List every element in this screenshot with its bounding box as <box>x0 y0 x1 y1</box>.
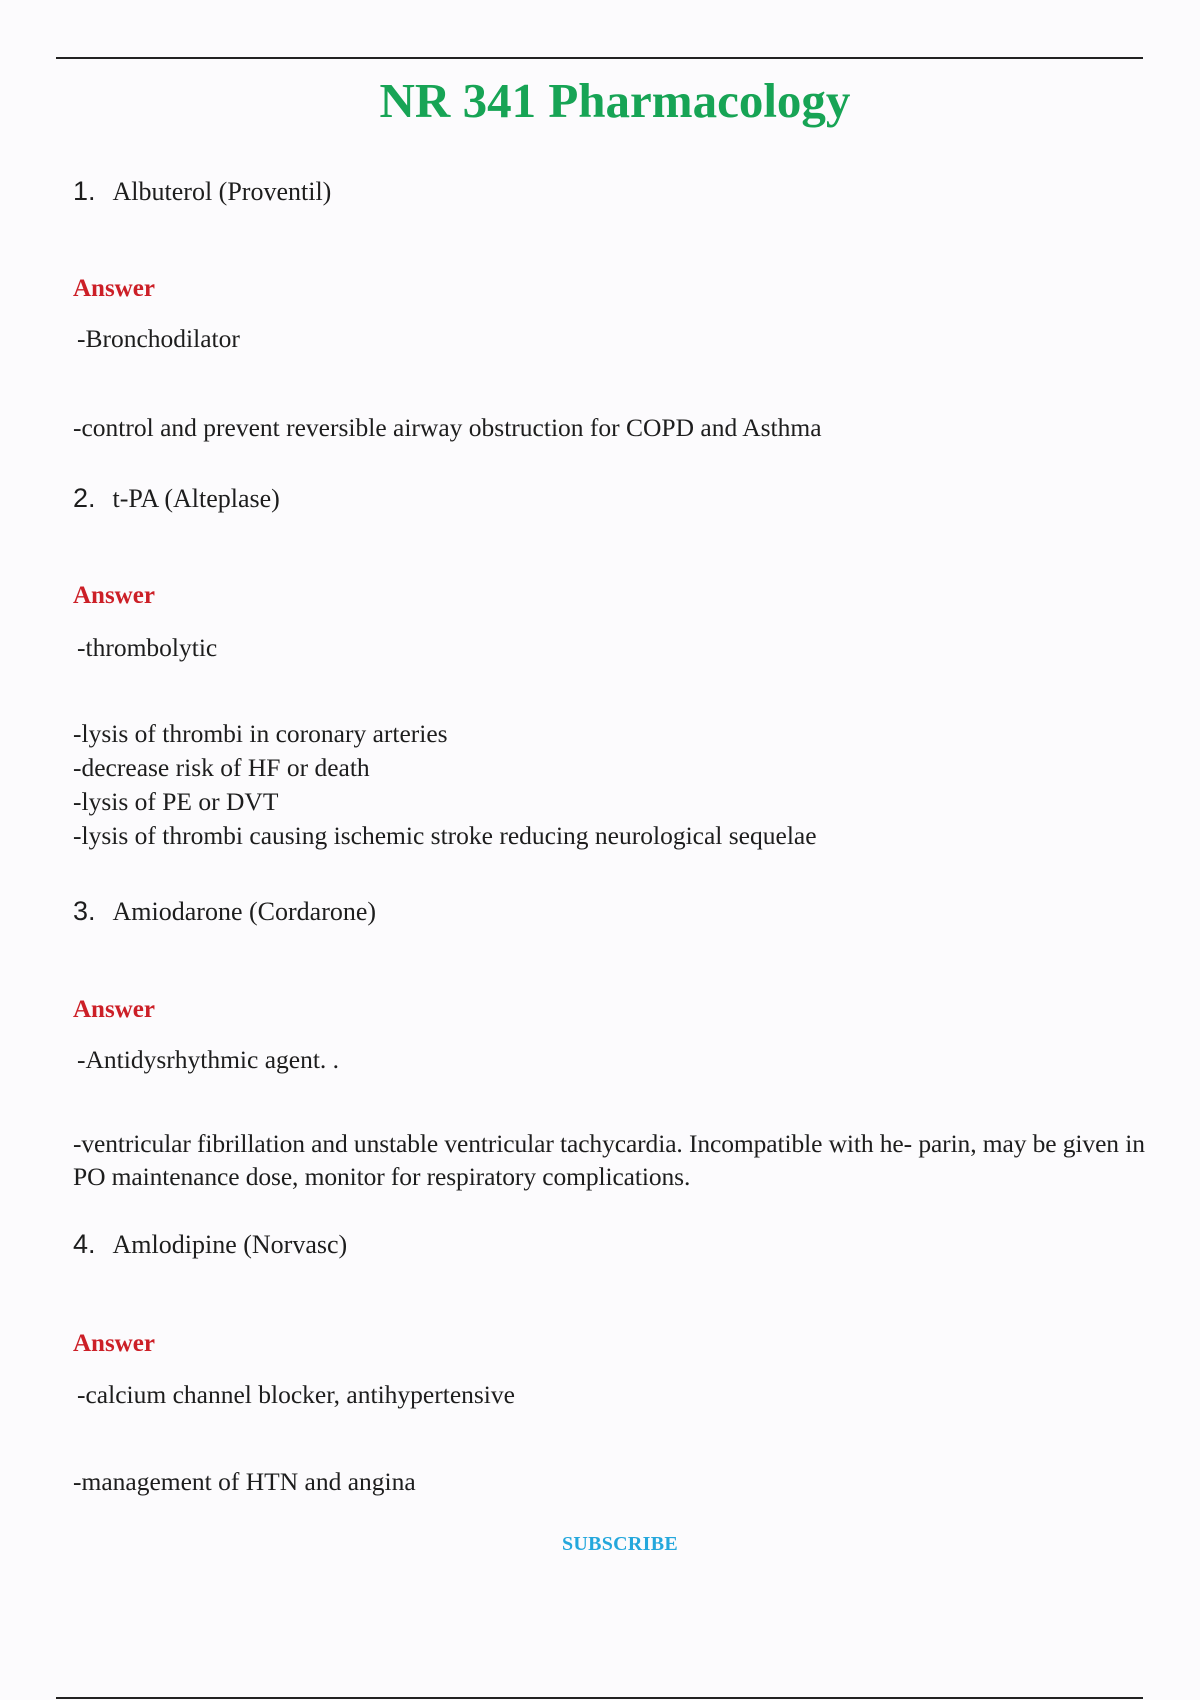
answer-uses-line: -decrease risk of HF or death <box>73 753 370 782</box>
answer-uses-line: -lysis of thrombi in coronary arteries <box>73 719 448 748</box>
bottom-rule <box>56 1697 1143 1699</box>
question-number: 1. <box>73 176 96 206</box>
question-number: 4. <box>73 1229 96 1259</box>
subscribe-link[interactable]: SUBSCRIBE <box>561 1533 679 1555</box>
answer-uses-line: -lysis of thrombi causing ischemic stroke reducing neurological sequelae <box>73 821 817 850</box>
question-number: 2. <box>73 483 96 513</box>
question-1 <box>73 176 331 207</box>
answer-uses-line: -lysis of PE or DVT <box>73 787 279 816</box>
answer-class: -Antidysrhythmic agent. . <box>77 1045 340 1074</box>
answer-class: -calcium channel blocker, antihypertensive <box>77 1380 515 1409</box>
answer-label: Answer <box>73 1330 155 1357</box>
top-rule <box>56 57 1143 59</box>
question-drug: Amlodipine (Norvasc) <box>112 1230 348 1259</box>
answer-uses: -control and prevent reversible airway obstruction for COPD and Asthma <box>73 413 822 442</box>
question-drug: Amiodarone (Cordarone) <box>112 897 377 926</box>
answer-label: Answer <box>73 582 155 609</box>
answer-uses: -ventricular fibrillation and unstable ventricular tachycardia. Incompatible with he- parin, may be given in PO maintenance dose, monitor for respiratory complications. <box>73 1129 1145 1191</box>
answer-class: -thrombolytic <box>77 633 218 662</box>
question-2 <box>73 483 280 514</box>
question-3 <box>73 896 376 927</box>
answer-label: Answer <box>73 996 155 1023</box>
question-4 <box>73 1229 347 1260</box>
page-title: NR 341 Pharmacology <box>379 73 851 128</box>
answer-uses: -management of HTN and angina <box>73 1467 416 1496</box>
question-number: 3. <box>73 896 96 926</box>
question-drug: t-PA (Alteplase) <box>112 484 280 513</box>
answer-class: -Bronchodilator <box>77 324 240 353</box>
answer-label: Answer <box>73 275 155 302</box>
answer-uses-list <box>73 717 817 853</box>
question-drug: Albuterol (Proventil) <box>112 177 332 206</box>
